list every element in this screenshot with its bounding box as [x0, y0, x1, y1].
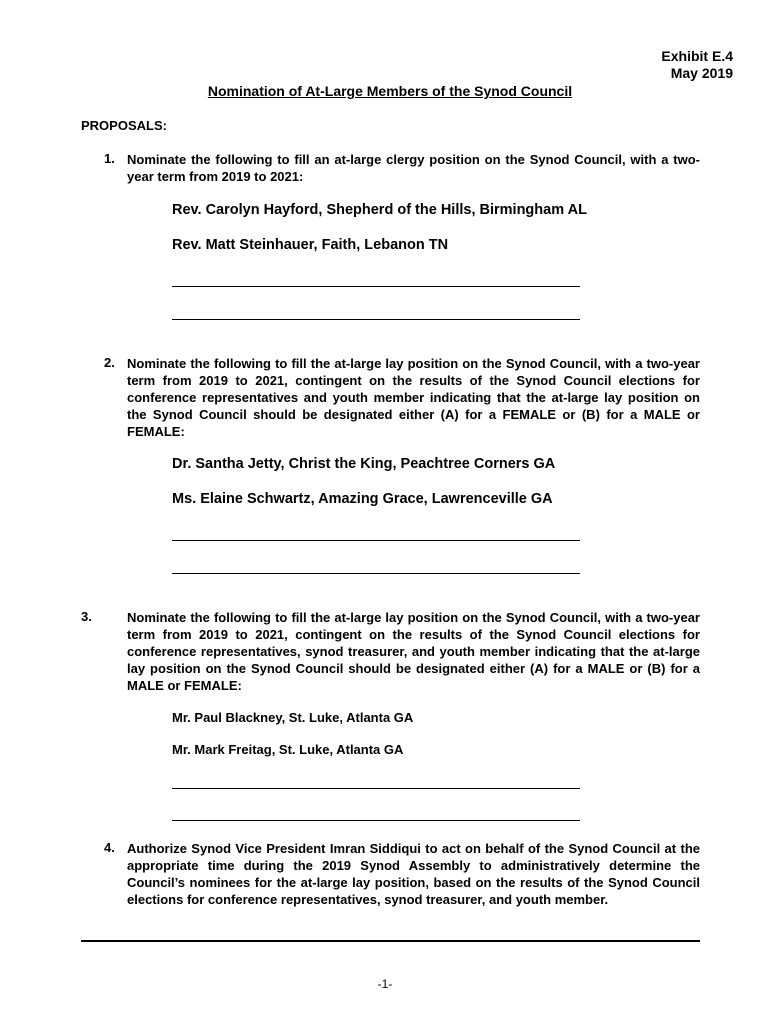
- item-1-nominee-2: Rev. Matt Steinhauer, Faith, Lebanon TN: [172, 237, 449, 253]
- item-2-nominee-2: Ms. Elaine Schwartz, Amazing Grace, Lawrenceville GA: [172, 491, 553, 507]
- item-2-text: Nominate the following to fill the at-large lay position on the Synod Council, with a two-year term from 2019 to 2021, contingent on the results of the Synod Council elections for conference representatives and youth member indicating that the at-large lay position on the Synod Council should be designated either (A) for a FEMALE or (B) for a MALE or FEMALE:: [127, 356, 700, 439]
- item-3-number: 3.: [81, 609, 92, 624]
- proposals-label: PROPOSALS:: [81, 118, 167, 133]
- item-2-blank-line-1: [172, 540, 580, 541]
- item-1-blank-line-1: [172, 286, 580, 287]
- item-3-nominee-1: Mr. Paul Blackney, St. Luke, Atlanta GA: [172, 710, 414, 725]
- item-4-text: Authorize Synod Vice President Imran Siddiqui to act on behalf of the Synod Council at the appropriate time during the 2019 Synod Assembly to administratively determine the Council’s nominees for the at-large lay position, based on the results of the Synod Council elections for conference representatives, synod treasurer, and youth member.: [127, 841, 700, 907]
- item-2-blank-line-2: [172, 573, 580, 574]
- item-4-number: 4.: [104, 840, 115, 855]
- item-1-number: 1.: [104, 151, 115, 166]
- item-2-number: 2.: [104, 355, 115, 370]
- item-1-text: Nominate the following to fill an at-large clergy position on the Synod Council, with a two-year term from 2019 to 2021:: [127, 152, 700, 184]
- item-1-nominee-1: Rev. Carolyn Hayford, Shepherd of the Hills, Birmingham AL: [172, 202, 587, 218]
- item-3-text: Nominate the following to fill the at-large lay position on the Synod Council, with a two-year term from 2019 to 2021, contingent on the results of the Synod Council elections for conference representatives, synod treasurer, and youth member indicating that the at-large lay position on the Synod Council should be designated either (A) for a MALE or (B) for a MALE or FEMALE:: [127, 610, 700, 693]
- exhibit-label: Exhibit E.4: [661, 48, 733, 64]
- item-3-blank-line-2: [172, 820, 580, 821]
- exhibit-date: May 2019: [670, 65, 733, 81]
- item-2-nominee-1: Dr. Santha Jetty, Christ the King, Peachtree Corners GA: [172, 456, 556, 472]
- page-number: -1-: [377, 977, 393, 991]
- item-3-nominee-2: Mr. Mark Freitag, St. Luke, Atlanta GA: [172, 742, 404, 757]
- footer-divider: [81, 940, 700, 942]
- item-1-blank-line-2: [172, 319, 580, 320]
- exhibit-header: [661, 48, 733, 82]
- item-3-blank-line-1: [172, 788, 580, 789]
- document-title: Nomination of At-Large Members of the Synod Council: [207, 83, 573, 99]
